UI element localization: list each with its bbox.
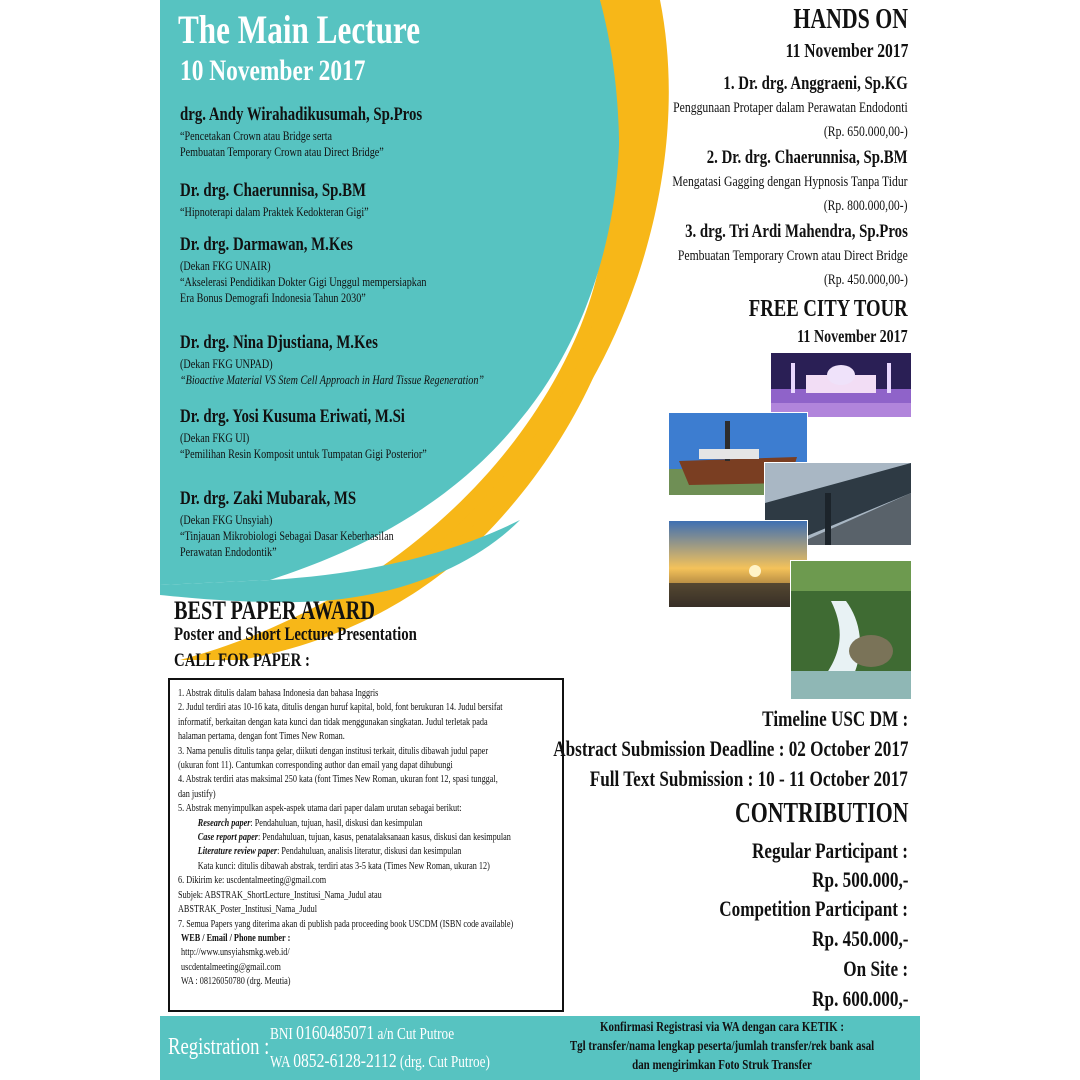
call-for-paper-text [178, 686, 558, 989]
speaker-5 [180, 406, 427, 462]
photo-waterfall [790, 560, 912, 700]
photo-mosque [770, 352, 912, 418]
speaker-name: Dr. drg. Yosi Kusuma Eriwati, M.Si [180, 406, 405, 427]
registration-bni [270, 1022, 454, 1045]
session-name: 1. Dr. drg. Anggraeni, Sp.KG [723, 73, 908, 94]
confirm-line: Konfirmasi Registrasi via WA dengan cara KETIK : [599, 1020, 844, 1035]
registration-confirm [570, 1018, 874, 1075]
session-price: (Rp. 650.000,00-) [824, 124, 908, 140]
contribution-onsite-label: On Site : [843, 956, 908, 981]
session-topic: Pembuatan Temporary Crown atau Direct Bridge [678, 248, 908, 264]
city-tour-title: FREE CITY TOUR [749, 296, 908, 322]
cfp-paper-type [178, 830, 558, 844]
wa-prefix: WA [270, 1052, 290, 1071]
hands-on-session-2 [673, 146, 908, 218]
speaker-topic: “Akselerasi Pendidikan Dokter Gigi Unggul mempersiapkan [180, 274, 427, 289]
speaker-6 [180, 488, 394, 560]
session-topic: Penggunaan Protaper dalam Perawatan Endodonti [673, 100, 908, 116]
speaker-3 [180, 234, 426, 306]
speaker-name: Dr. drg. Darmawan, M.Kes [180, 234, 353, 255]
session-price: (Rp. 450.000,00-) [824, 272, 908, 288]
registration-label: Registration : [168, 1034, 270, 1060]
bni-account-number: 0160485071 [296, 1022, 375, 1044]
cfp-line: Subjek: ABSTRAK_ShortLecture_Institusi_Nama_Judul atau [178, 888, 382, 901]
contribution-regular-price: Rp. 500.000,- [811, 867, 908, 892]
session-price: (Rp. 800.000,00-) [824, 198, 908, 214]
speaker-topic: “Bioactive Material VS Stem Cell Approach in Hard Tissue Regeneration” [180, 372, 485, 387]
main-lecture-date: 10 November 2017 [180, 54, 366, 87]
speaker-name: drg. Andy Wirahadikusumah, Sp.Pros [180, 104, 423, 125]
cfp-line: 6. Dikirim ke: uscdentalmeeting@gmail.com [178, 874, 327, 887]
contribution-onsite-price: Rp. 600.000,- [811, 986, 908, 1011]
registration-wa [270, 1050, 490, 1073]
cfp-line: halaman pertama, dengan font Times New Roman. [178, 730, 345, 743]
confirm-line: dan mengirimkan Foto Struk Transfer [631, 1058, 812, 1073]
timeline-abstract: Abstract Submission Deadline : 02 October 2017 [552, 736, 908, 761]
best-paper-subtitle: Poster and Short Lecture Presentation [174, 624, 417, 645]
paper-type-text: : Pendahuluan, tujuan, kasus, penatalaksanaan kasus, diskusi dan kesimpulan [257, 831, 511, 844]
hands-on-date: 11 November 2017 [785, 40, 908, 62]
speaker-4 [180, 332, 484, 388]
speaker-affiliation: (Dekan FKG UI) [180, 430, 250, 445]
speaker-1 [180, 104, 422, 160]
city-tour-date: 11 November 2017 [797, 326, 908, 346]
cfp-line: informatif, berkaitan dengan kata kunci dan tidak menggunakan singkatan. Judul terletak pada [178, 715, 488, 728]
wa-number: 0852-6128-2112 [293, 1050, 397, 1072]
cfp-line: 5. Abstrak menyimpulkan aspek-aspek utama dari paper dalam urutan sebagai berikut: [178, 802, 462, 815]
cfp-line: 1. Abstrak ditulis dalam bahasa Indonesia dan bahasa Inggris [178, 687, 379, 699]
hands-on-session-3 [678, 220, 908, 292]
cfp-paper-type [178, 844, 558, 858]
session-topic: Mengatasi Gagging dengan Hypnosis Tanpa Tidur [672, 174, 908, 190]
cfp-keyword-line: Kata kunci: ditulis dibawah abstrak, terdiri atas 3-5 kata (Times New Roman, ukuran 12) [197, 859, 490, 872]
main-lecture-title: The Main Lecture [178, 7, 421, 52]
speaker-topic: “Tinjauan Mikrobiologi Sebagai Dasar Keberhasilan [180, 528, 394, 543]
contribution-regular-label: Regular Participant : [751, 838, 908, 863]
paper-type-label: Research paper [197, 816, 251, 829]
speaker-topic: “Pencetakan Crown atau Bridge serta [180, 128, 333, 143]
speaker-name: Dr. drg. Nina Djustiana, M.Kes [180, 332, 378, 353]
photo-sunset-beach [668, 520, 808, 608]
confirm-line: Tgl transfer/nama lengkap peserta/jumlah transfer/rek bank asal [569, 1039, 874, 1054]
speaker-topic: “Hipnoterapi dalam Praktek Kedokteran Gigi” [180, 204, 369, 219]
paper-type-label: Literature review paper [197, 845, 278, 858]
cfp-line: (ukuran font 11). Cantumkan corresponding author dan email yang dapat dihubungi [178, 759, 453, 772]
speaker-topic: “Pemilihan Resin Komposit untuk Tumpatan Gigi Posterior” [180, 446, 427, 461]
cfp-line: dan justify) [178, 787, 216, 800]
paper-type-text: : Pendahuluan, analisis literatur, diskusi dan kesimpulan [277, 845, 462, 858]
cfp-paper-type [178, 816, 558, 830]
paper-type-label: Case report paper [197, 831, 258, 844]
timeline-fulltext: Full Text Submission : 10 - 11 October 2017 [589, 766, 908, 791]
bni-account-name: a/n Cut Putroe [377, 1024, 455, 1043]
cfp-contact-email[interactable]: uscdentalmeeting@gmail.com [181, 960, 281, 973]
session-name: 2. Dr. drg. Chaerunnisa, Sp.BM [707, 147, 908, 168]
cfp-line: 4. Abstrak terdiri atas maksimal 250 kata (font Times New Roman, ukuran font 12, spasi tunggal, [178, 773, 498, 786]
wa-name: (drg. Cut Putroe) [399, 1052, 490, 1071]
speaker-affiliation: (Dekan FKG UNAIR) [180, 258, 271, 273]
cfp-line: 3. Nama penulis ditulis tanpa gelar, diikuti dengan institusi terkait, ditulis dibawah judul paper [178, 744, 489, 757]
cfp-line: 7. Semua Papers yang diterima akan di publish pada proceeding book USCDM (ISBN code available) [178, 917, 514, 930]
hands-on-title: HANDS ON [793, 4, 908, 35]
cfp-line: ABSTRAK_Poster_Institusi_Nama_Judul [178, 903, 318, 916]
contribution-competition-label: Competition Participant : [719, 896, 908, 921]
cfp-contact-phone: WA : 08126050780 (drg. Meutia) [181, 975, 291, 988]
speaker-name: Dr. drg. Zaki Mubarak, MS [180, 488, 357, 509]
contribution-title: CONTRIBUTION [734, 798, 908, 829]
paper-type-text: : Pendahuluan, tujuan, hasil, diskusi dan kesimpulan [250, 816, 423, 829]
cfp-contact-web[interactable]: http://www.unsyiahsmkg.web.id/ [181, 946, 290, 959]
speaker-topic: Pembuatan Temporary Crown atau Direct Bridge” [180, 144, 384, 159]
call-for-paper-box [168, 678, 564, 1012]
cfp-contact-title: WEB / Email / Phone number : [181, 931, 291, 944]
bni-prefix: BNI [270, 1024, 293, 1043]
cfp-line: 2. Judul terdiri atas 10-16 kata, ditulis dengan huruf kapital, bold, font berukuran 14. Judul bersifat [178, 701, 503, 714]
timeline-title: Timeline USC DM : [761, 706, 908, 731]
speaker-2 [180, 180, 369, 220]
hands-on-session-1 [673, 72, 908, 144]
speaker-name: Dr. drg. Chaerunnisa, Sp.BM [180, 180, 366, 201]
speaker-affiliation: (Dekan FKG UNPAD) [180, 356, 273, 371]
call-for-paper-heading: CALL FOR PAPER : [174, 650, 310, 671]
speaker-topic: Era Bonus Demografi Indonesia Tahun 2030” [180, 290, 366, 305]
contribution-competition-price: Rp. 450.000,- [811, 926, 908, 951]
best-paper-title: BEST PAPER AWARD [174, 596, 375, 625]
session-name: 3. drg. Tri Ardi Mahendra, Sp.Pros [685, 221, 908, 242]
speaker-affiliation: (Dekan FKG Unsyiah) [180, 512, 273, 527]
speaker-topic: Perawatan Endodontik” [180, 544, 277, 559]
